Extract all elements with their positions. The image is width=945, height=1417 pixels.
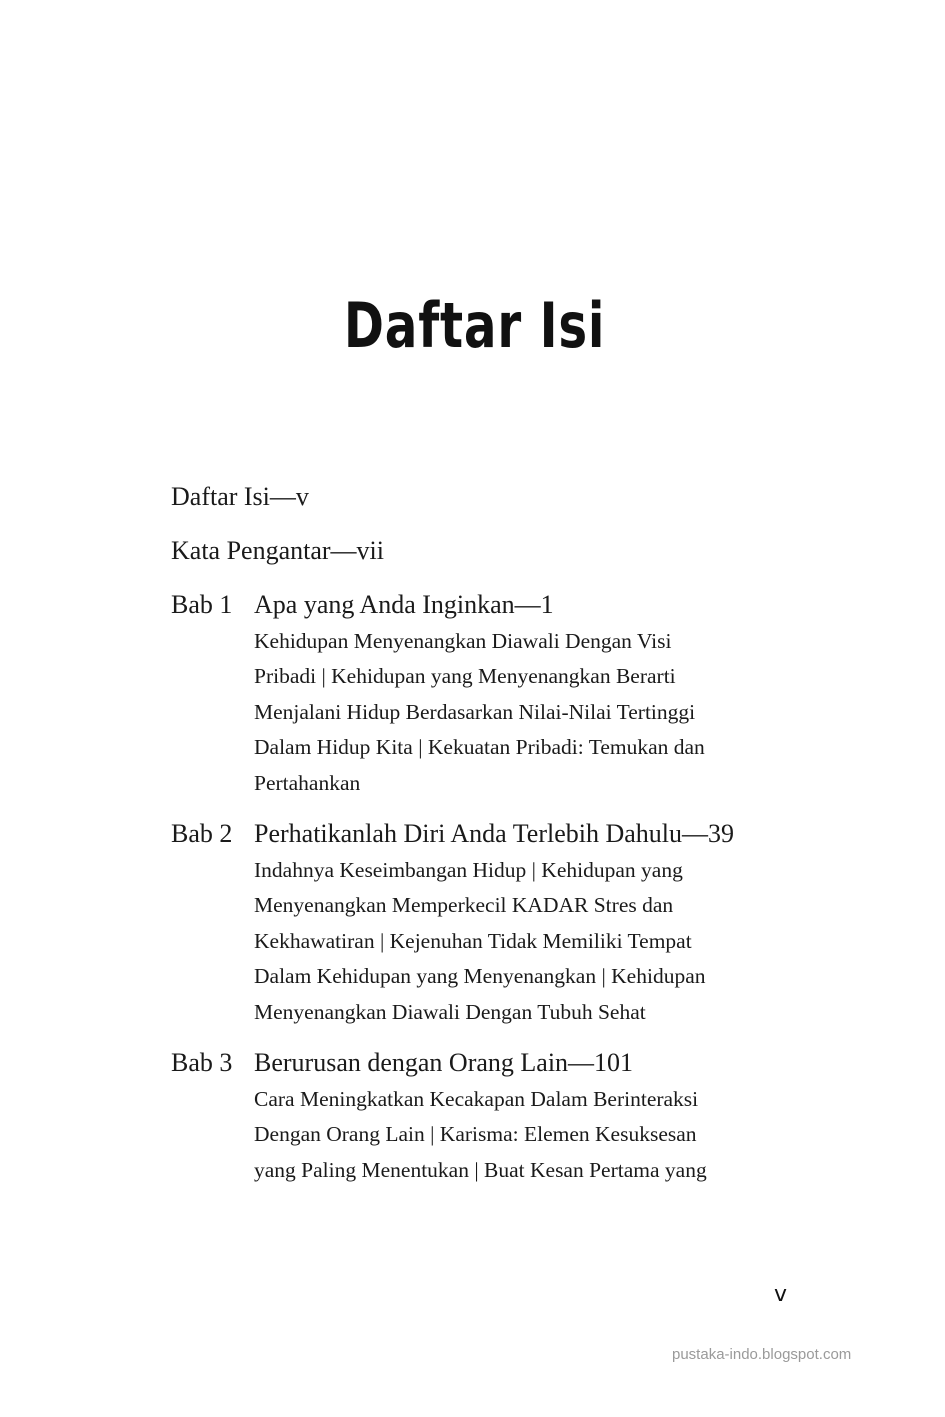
description-line: Menyenangkan Memperkecil KADAR Stres dan bbox=[254, 893, 674, 918]
description-line: Menyenangkan Diawali Dengan Tubuh Sehat bbox=[254, 999, 646, 1024]
description-line: Pribadi | Kehidupan yang Menyenangkan Berarti bbox=[254, 664, 676, 689]
description-line: Dalam Hidup Kita | Kekuatan Pribadi: Temukan dan bbox=[254, 735, 705, 760]
page-title: Daftar Isi bbox=[343, 289, 606, 362]
chapter-description bbox=[254, 853, 811, 1030]
description-line: Indahnya Keseimbangan Hidup | Kehidupan yang bbox=[254, 858, 683, 883]
chapter-title: Perhatikanlah Diri Anda Terlebih Dahulu—39 bbox=[254, 819, 735, 849]
description-line: Kekhawatiran | Kejenuhan Tidak Memiliki Tempat bbox=[254, 928, 692, 953]
chapter-1 bbox=[171, 586, 811, 801]
table-of-contents bbox=[171, 478, 811, 1202]
chapter-2 bbox=[171, 815, 811, 1030]
description-line: Pertahankan bbox=[254, 770, 361, 795]
chapter-label: Bab 3 bbox=[171, 1048, 233, 1078]
description-line: Kehidupan Menyenangkan Diawali Dengan Visi bbox=[254, 629, 672, 653]
description-line: yang Paling Menentukan | Buat Kesan Pertama yang bbox=[254, 1157, 707, 1182]
description-line: Menjalani Hidup Berdasarkan Nilai-Nilai Tertinggi bbox=[254, 699, 696, 724]
chapter-3 bbox=[171, 1044, 811, 1188]
description-line: Dengan Orang Lain | Karisma: Elemen Kesuksesan bbox=[254, 1122, 697, 1147]
watermark-text: pustaka-indo.blogspot.com bbox=[672, 1346, 852, 1363]
chapter-title: Berurusan dengan Orang Lain—101 bbox=[254, 1048, 634, 1078]
chapter-title: Apa yang Anda Inginkan—1 bbox=[254, 590, 554, 619]
chapter-label: Bab 1 bbox=[171, 590, 233, 619]
chapter-description bbox=[254, 624, 811, 801]
description-line: Dalam Kehidupan yang Menyenangkan | Kehidupan bbox=[254, 964, 706, 989]
chapter-description bbox=[254, 1082, 811, 1188]
description-line: Cara Meningkatkan Kecakapan Dalam Berinteraksi bbox=[254, 1087, 699, 1112]
page-number: v bbox=[774, 1282, 788, 1307]
toc-entry-kata-pengantar: Kata Pengantar—vii bbox=[171, 536, 384, 565]
chapter-label: Bab 2 bbox=[171, 819, 233, 849]
toc-entry-daftar-isi: Daftar Isi—v bbox=[171, 482, 309, 511]
